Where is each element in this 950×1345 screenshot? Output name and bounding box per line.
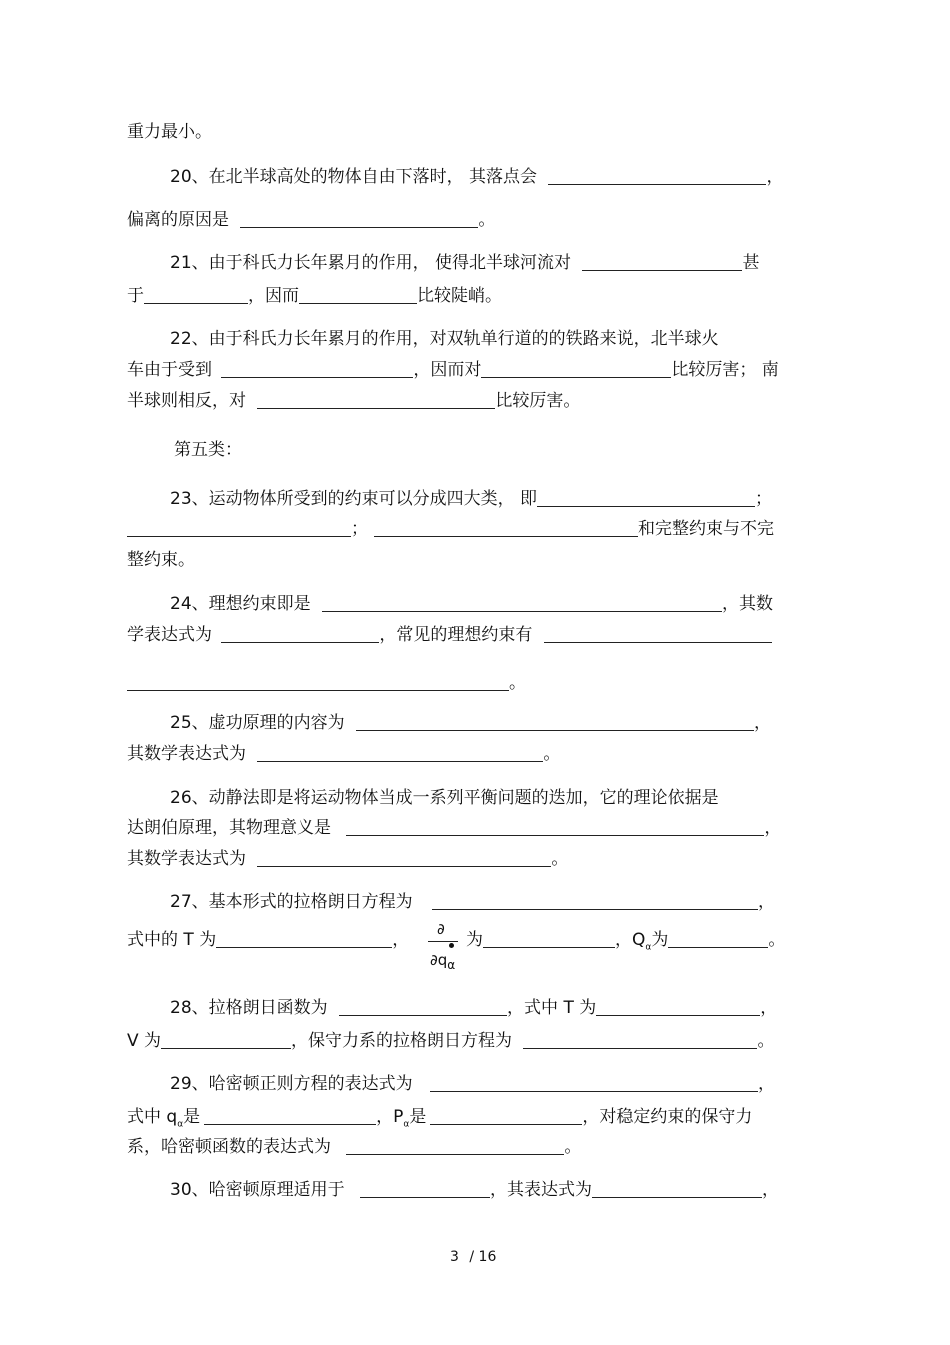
text-line: 重力最小。 (127, 122, 212, 142)
text: ， (754, 713, 772, 733)
blank[interactable] (582, 254, 742, 271)
text: ，因而对 (413, 360, 482, 380)
text: 。 (564, 1137, 582, 1157)
text: ，式中 T 为 (507, 998, 597, 1018)
text: ，常见的理想约束有 (379, 625, 533, 645)
question-23-line-3: 整约束。 (127, 550, 195, 570)
blank[interactable] (356, 714, 754, 731)
text: 27、基本形式的拉格朗日方程为 (170, 892, 413, 912)
blank[interactable] (216, 931, 392, 948)
question-23-line-2 (127, 518, 774, 540)
question-25-line-1 (170, 712, 771, 734)
text: ； (755, 489, 773, 509)
text: ， (762, 1180, 780, 1200)
question-27-line-2 (127, 929, 409, 951)
blank[interactable] (374, 520, 638, 537)
text: 29、哈密顿正则方程的表达式为 (170, 1074, 413, 1094)
blank[interactable] (346, 819, 764, 836)
question-21-line-2 (127, 285, 502, 307)
text: 比较厉害； 南 (671, 360, 779, 380)
question-24-line-2 (127, 624, 772, 646)
question-28-line-1 (170, 997, 777, 1019)
text: ，保守力系的拉格朗日方程为 (291, 1031, 513, 1051)
text: 25、虚功原理的内容为 (170, 713, 345, 733)
text: 为 (651, 930, 669, 950)
question-25-line-2 (127, 743, 560, 765)
blank[interactable] (221, 361, 413, 378)
text: 。 (543, 744, 561, 764)
text: 式中的 T 为 (127, 930, 217, 950)
text: ，其数 (722, 594, 774, 614)
text: 。 (478, 210, 496, 230)
text: 。 (757, 1031, 775, 1051)
blank[interactable] (483, 931, 615, 948)
blank[interactable] (430, 1075, 758, 1092)
text: 车由于受到 (127, 360, 212, 380)
text: 是 (183, 1107, 201, 1127)
text: 其数学表达式为 (127, 849, 246, 869)
question-26-line-1: 26、动静法即是将运动物体当成一系列平衡问题的迭加，它的理论依据是 (170, 788, 719, 808)
fraction-bar (428, 941, 458, 942)
text: 式中 q (127, 1107, 178, 1127)
text: 达朗伯原理，其物理意义是 (127, 818, 331, 838)
blank[interactable] (596, 999, 760, 1016)
subscript: α (177, 1119, 184, 1130)
text: 其数学表达式为 (127, 744, 246, 764)
blank[interactable] (339, 999, 507, 1016)
text: ， (392, 930, 410, 950)
text: 比较厉害。 (495, 391, 581, 411)
subscript: α (447, 958, 456, 972)
blank[interactable] (240, 211, 478, 228)
question-23-line-1 (170, 488, 772, 510)
question-27-line-1 (170, 891, 775, 913)
text: 是 (409, 1107, 427, 1127)
blank[interactable] (668, 931, 768, 948)
question-26-line-3 (127, 848, 568, 870)
subscript: α (403, 1119, 410, 1130)
blank[interactable] (127, 520, 351, 537)
dot-accent (449, 943, 454, 948)
fraction-numerator: ∂ (437, 920, 445, 938)
blank[interactable] (257, 850, 551, 867)
fraction-denominator: $\partial q_\alpha$ (430, 951, 456, 972)
blank[interactable] (346, 1138, 564, 1155)
blank[interactable] (544, 626, 772, 643)
blank[interactable] (221, 626, 379, 643)
blank[interactable] (430, 1108, 582, 1125)
text: ， (764, 818, 782, 838)
text: 24、理想约束即是 (170, 594, 311, 614)
blank[interactable] (360, 1181, 490, 1198)
blank[interactable] (299, 287, 417, 304)
question-28-line-2 (127, 1030, 774, 1052)
question-24-line-1 (170, 593, 773, 615)
text: 。 (551, 849, 569, 869)
text: 28、拉格朗日函数为 (170, 998, 328, 1018)
question-21-line-1 (170, 252, 759, 274)
current-page: 3 (450, 1249, 459, 1265)
blank[interactable] (204, 1108, 376, 1125)
question-22-line-2 (127, 359, 779, 381)
text: 甚 (742, 253, 760, 273)
question-30-line-1 (170, 1179, 779, 1201)
question-29-line-1 (170, 1073, 775, 1095)
blank[interactable] (161, 1032, 291, 1049)
text: ，P (376, 1107, 404, 1127)
text: 系，哈密顿函数的表达式为 (127, 1137, 331, 1157)
question-20-line-2 (127, 209, 495, 231)
question-26-line-2 (127, 817, 781, 839)
question-22-line-1: 22、由于科氏力长年累月的作用，对双轨单行道的的铁路来说，北半球火 (170, 329, 719, 349)
text: 于 (127, 286, 144, 306)
text: 半球则相反，对 (127, 391, 246, 411)
text: 为 (466, 930, 483, 950)
text: 学表达式为 (127, 625, 212, 645)
text: V 为 (127, 1031, 162, 1051)
page-number (450, 1249, 496, 1265)
blank[interactable] (592, 1181, 762, 1198)
blank[interactable] (481, 361, 671, 378)
subscript: α (645, 942, 652, 953)
blank[interactable] (537, 490, 755, 507)
text: ， (760, 998, 778, 1018)
question-29-line-2 (127, 1106, 752, 1135)
blank[interactable] (257, 392, 495, 409)
question-22-line-3 (127, 390, 580, 412)
text: 比较陡峭。 (417, 286, 502, 306)
text: ， (758, 1074, 776, 1094)
text: ，其表达式为 (490, 1180, 593, 1200)
question-20-line-1 (170, 166, 783, 188)
blank[interactable] (523, 1032, 757, 1049)
text: ， (758, 892, 776, 912)
total-pages: / 16 (469, 1249, 497, 1265)
text: 30、哈密顿原理适用于 (170, 1180, 345, 1200)
text: ，因而 (248, 286, 299, 306)
blank[interactable] (322, 595, 722, 612)
section-title: 第五类： (174, 440, 242, 460)
blank[interactable] (127, 674, 509, 691)
text: 偏离的原因是 (127, 210, 229, 230)
text: 和完整约束与不完 (638, 519, 774, 539)
text: 。 (768, 930, 786, 950)
text: ； (351, 519, 368, 539)
blank[interactable] (257, 745, 543, 762)
text: ， (766, 167, 784, 187)
question-24-line-3 (127, 672, 526, 694)
blank[interactable] (432, 893, 758, 910)
blank[interactable] (548, 168, 766, 185)
text: 21、由于科氏力长年累月的作用， 使得北半球河流对 (170, 253, 572, 273)
text: 20、在北半球高处的物体自由下落时， 其落点会 (170, 167, 538, 187)
question-29-line-3 (127, 1136, 581, 1158)
text: 。 (509, 673, 526, 693)
text: 23、运动物体所受到的约束可以分成四大类， 即 (170, 489, 538, 509)
text: ，Q (615, 930, 646, 950)
blank[interactable] (144, 287, 248, 304)
text: ，对稳定约束的保守力 (582, 1107, 753, 1127)
question-27-line-2b (466, 929, 785, 958)
